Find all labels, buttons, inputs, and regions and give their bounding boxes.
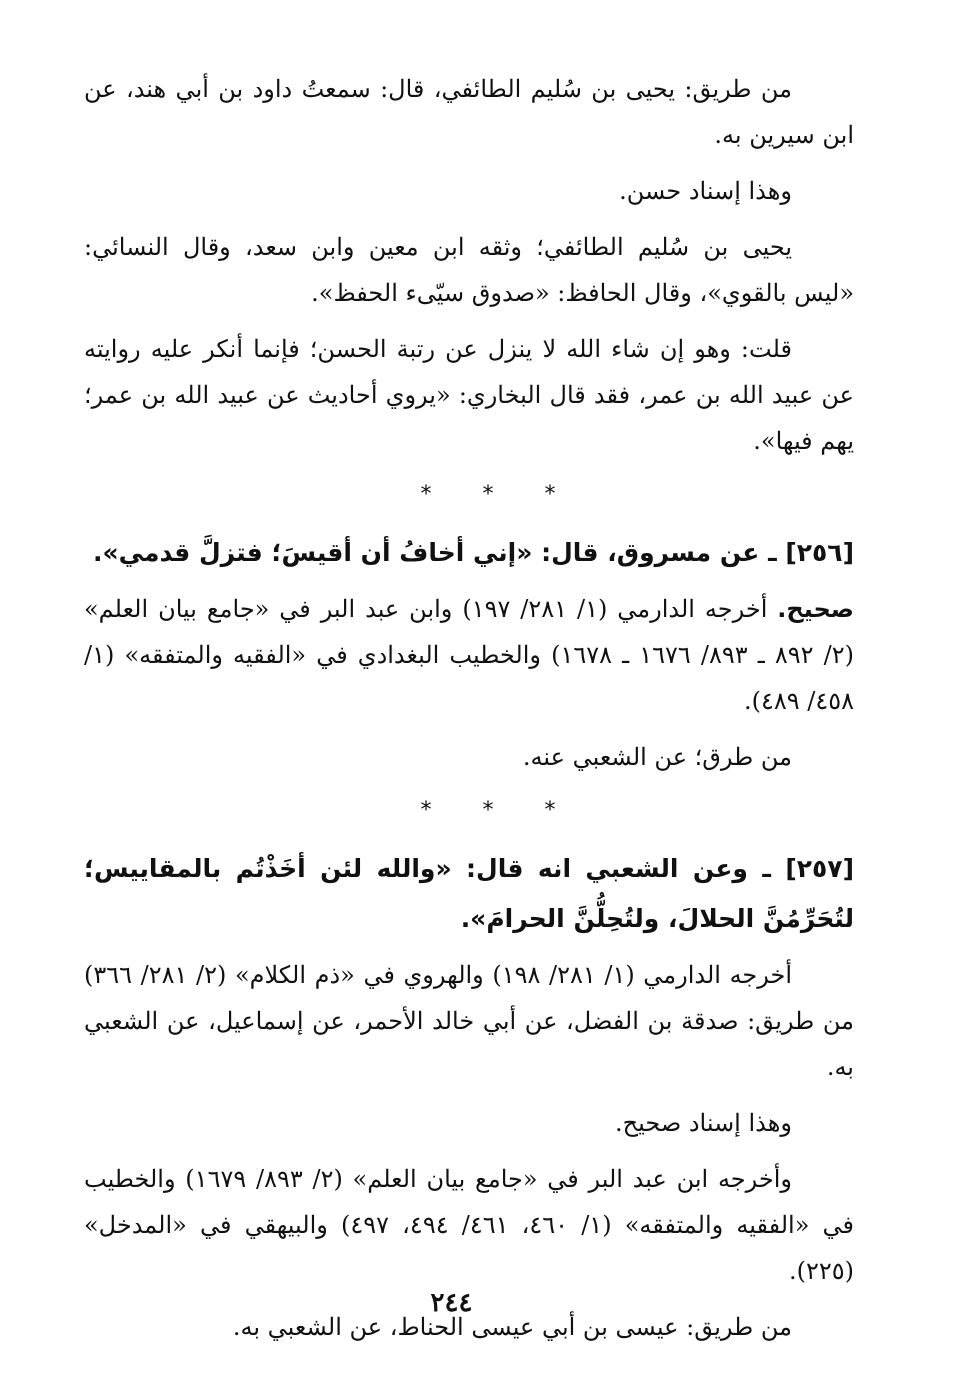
grading-label: صحيح.	[777, 595, 854, 623]
paragraph-p5	[84, 586, 854, 724]
paragraph-p7: أخرجه الدارمي (١/ ٢٨١/ ١٩٨) والهروي في «ذم الكلام» (٢/ ٢٨١/ ٣٦٦) من طريق: صدقة بن الفضل، عن أبي خالد الأحمر، عن إسماعيل، عن الشعبي به.	[84, 961, 854, 1081]
page-body	[84, 66, 854, 1360]
section-divider: * * *	[420, 798, 578, 823]
paragraph-p2: وهذا إسناد حسن.	[619, 177, 792, 205]
paragraph-p8: وهذا إسناد صحيح.	[614, 1109, 792, 1137]
hadith-heading-256: [٢٥٦] ـ عن مسروق، قال: «إني أخافُ أن أقيسَ؛ فتزلَّ قدمي».	[93, 538, 854, 567]
paragraph-p6: من طرق؛ عن الشعبي عنه.	[522, 743, 792, 771]
paragraph-p9: وأخرجه ابن عبد البر في «جامع بيان العلم» (٢/ ٨٩٣/ ١٦٧٩) والخطيب في «الفقيه والمتفقه» (١/ ٤٦٠، ٤٦١/ ٤٩٤، ٤٩٧) والبيهقي في «المدخل» (٢٢٥).	[84, 1165, 855, 1285]
paragraph-p3: يحيى بن سُليم الطائفي؛ وثقه ابن معين وابن سعد، وقال النسائي: «ليس بالقوي»، وقال الحافظ: «صدوق سيّىء الحفظ».	[84, 233, 854, 307]
paragraph-p4: قلت: وهو إن شاء الله لا ينزل عن رتبة الحسن؛ فإنما أنكر عليه روايته عن عبيد الله بن عمر، فقد قال البخاري: «يروي أحاديث عن عبيد الله بن عمر؛ يهم فيها».	[84, 335, 854, 455]
hadith-heading-257: [٢٥٧] ـ وعن الشعبي انه قال: «والله لئن أخَذْتُم بالمقاييس؛ لتُحَرِّمُنَّ الحلالَ، ولتُحِلُّنَّ الحرامَ».	[84, 854, 854, 933]
section-divider: * * *	[420, 482, 578, 507]
paragraph-p5-text: أخرجه الدارمي (١/ ٢٨١/ ١٩٧) وابن عبد البر في «جامع بيان العلم» (٢/ ٨٩٢ ـ ٨٩٣/ ١٦٧٦ ـ ١٦٧٨) والخطيب البغدادي في «الفقيه والمتفقه» (١/ ٤٥٨/ ٤٨٩).	[84, 595, 855, 715]
page-number: ٢٤٤	[430, 1288, 473, 1318]
paragraph-p10: من طريق: عيسى بن أبي عيسى الحناط، عن الشعبي به.	[232, 1313, 792, 1341]
paragraph-p1: من طريق: يحيى بن سُليم الطائفي، قال: سمعتُ داود بن أبي هند، عن ابن سيرين به.	[84, 75, 854, 149]
